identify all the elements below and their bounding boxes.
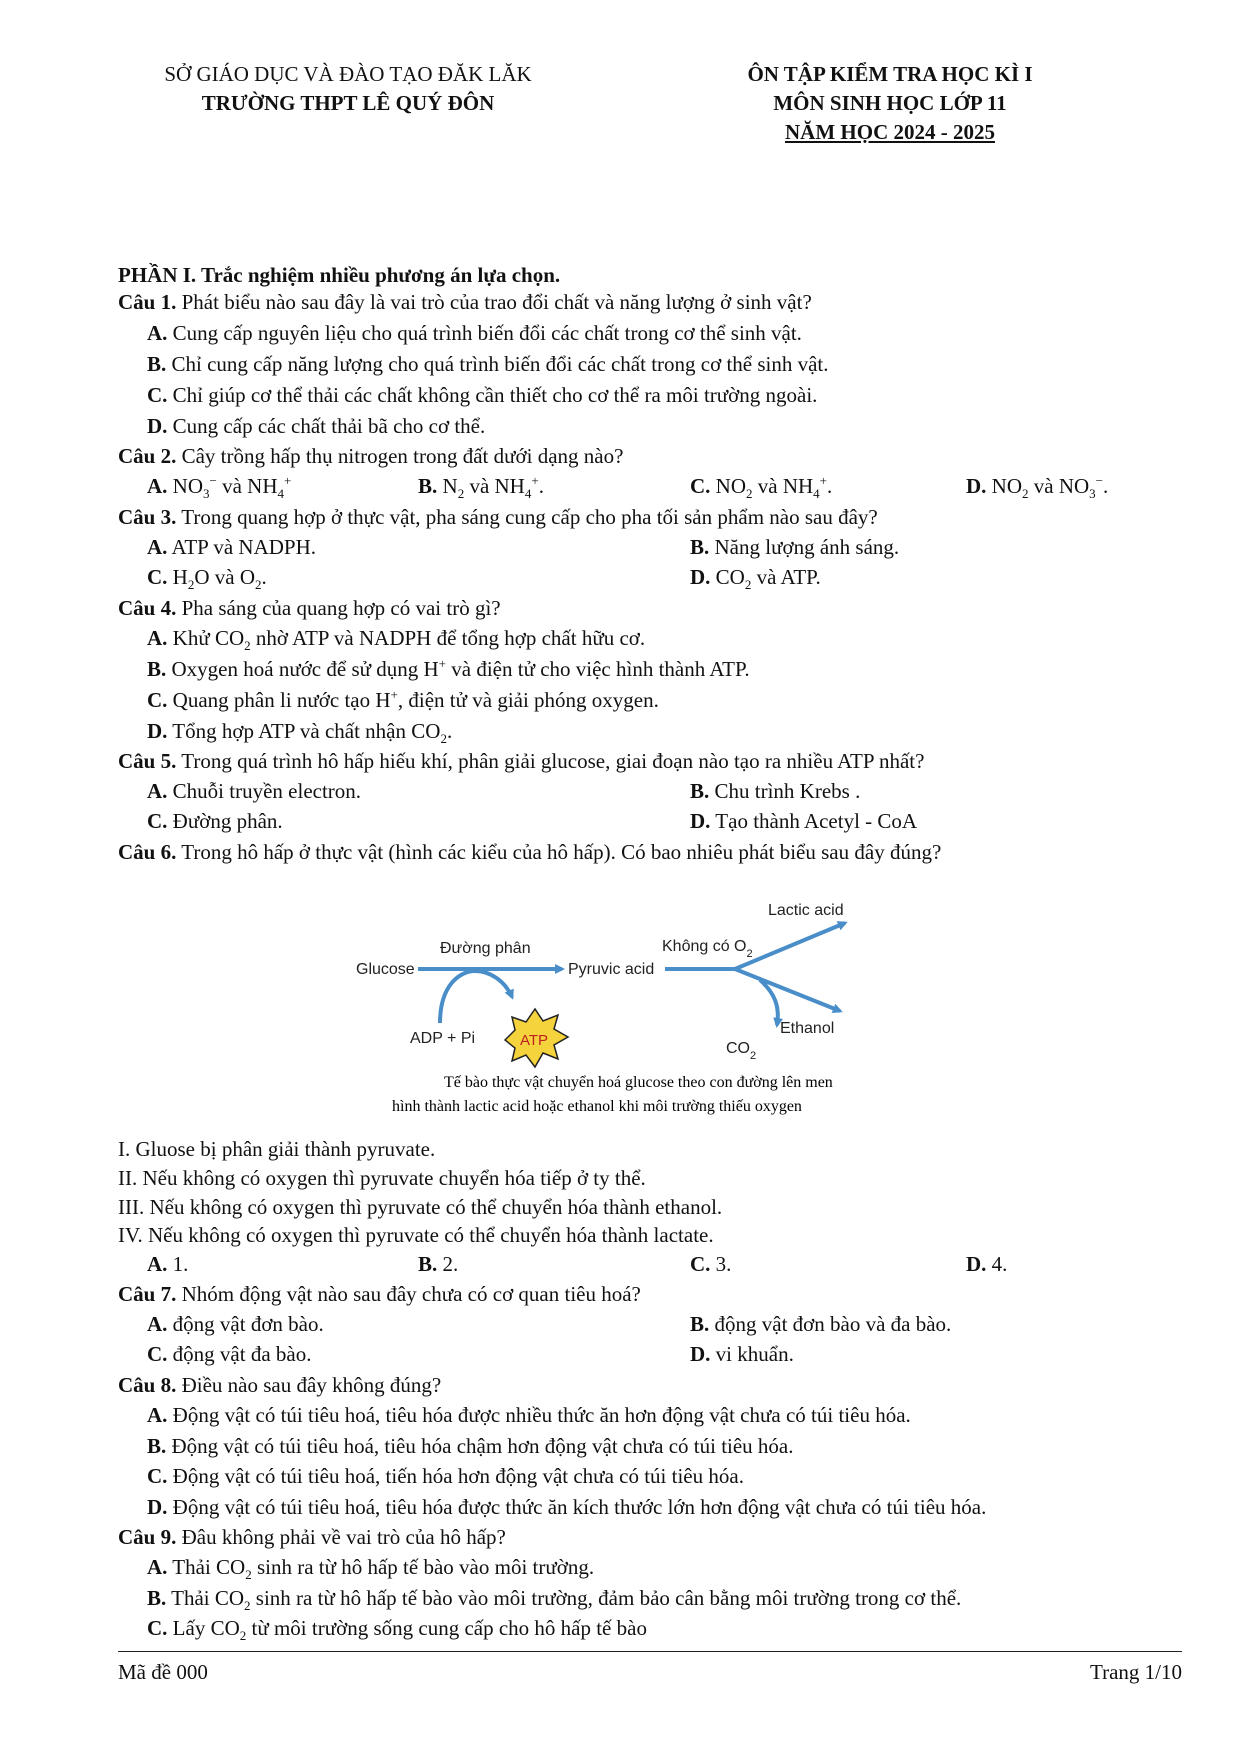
q6-option-c: C. 3.: [690, 1252, 732, 1276]
subject-title: MÔN SINH HỌC LỚP 11: [773, 91, 1007, 115]
fermentation-diagram: [340, 885, 940, 1125]
q2-option-d: D. $NO_2$ và $NO_3^-$.: [966, 473, 1109, 502]
q2-option-b: B. $N_2$ và $NH_4^+$.: [418, 473, 544, 502]
q8-option-b: B. Động vật có túi tiêu hoá, tiêu hóa chậm hơn động vật chưa có túi tiêu hóa.: [147, 1434, 794, 1458]
co2-label: $CO_2$: [726, 1040, 757, 1062]
q2-option-a: A. $NO_3^-$ và $NH_4^+$: [147, 473, 292, 502]
q4-option-d: D. Tổng hợp ATP và chất nhận $CO_2$.: [147, 719, 453, 747]
q1-option-c: C. Chỉ giúp cơ thể thải các chất không cần thiết cho cơ thể ra môi trường ngoài.: [147, 383, 818, 407]
q8-option-d: D. Động vật có túi tiêu hoá, tiêu hóa được thức ăn kích thước lớn hơn động vật chưa có túi tiêu hóa.: [147, 1495, 987, 1519]
q4-option-a: A. Khử $CO_2$ nhờ ATP và NADPH để tổng hợp chất hữu cơ.: [147, 626, 646, 654]
section-title: PHẦN I. Trắc nghiệm nhiều phương án lựa chọn.: [118, 263, 561, 287]
atp-label: ATP: [520, 1032, 549, 1049]
q6-statement-2: II. Nếu không có oxygen thì pyruvate chuyển hóa tiếp ở ty thể.: [118, 1166, 646, 1190]
q5-option-c: C. Đường phân.: [147, 809, 283, 833]
q7-option-c: C. động vật đa bào.: [147, 1342, 312, 1366]
question-2: Câu 2. Cây trồng hấp thụ nitrogen trong đất dưới dạng nào?: [118, 444, 624, 468]
pyruvic-label: Pyruvic acid: [568, 961, 655, 978]
question-7: Câu 7. Nhóm động vật nào sau đây chưa có cơ quan tiêu hoá?: [118, 1282, 641, 1306]
question-6: Câu 6. Trong hô hấp ở thực vật (hình các kiểu của hô hấp). Có bao nhiêu phát biểu sau đây đúng?: [118, 840, 942, 864]
q8-option-a: A. Động vật có túi tiêu hoá, tiêu hóa được nhiều thức ăn hơn động vật chưa có túi tiêu hóa.: [147, 1403, 911, 1427]
q7-option-a: A. động vật đơn bào.: [147, 1312, 324, 1336]
lactic-arrow: [735, 923, 845, 969]
footer-divider: [118, 1651, 1182, 1652]
q6-option-a: A. 1.: [147, 1252, 189, 1276]
exam-code: Mã đề 000: [118, 1660, 208, 1684]
q1-option-b: B. Chỉ cung cấp năng lượng cho quá trình biến đổi các chất trong cơ thể sinh vật.: [147, 352, 829, 376]
q1-option-d: D. Cung cấp các chất thải bã cho cơ thể.: [147, 414, 486, 438]
q9-option-a: A. Thải $CO_2$ sinh ra từ hô hấp tế bào vào môi trường.: [147, 1555, 595, 1583]
glucose-label: Glucose: [356, 961, 415, 978]
q7-option-b: B. động vật đơn bào và đa bào.: [690, 1312, 952, 1336]
question-1: [118, 290, 812, 314]
question-8: Câu 8. Điều nào sau đây không đúng?: [118, 1373, 442, 1397]
header-right: [660, 60, 1120, 147]
school-name: TRƯỜNG THPT LÊ QUÝ ĐÔN: [201, 91, 495, 115]
q5-option-d: D. Tạo thành Acetyl - CoA: [690, 809, 918, 833]
question-4: Câu 4. Pha sáng của quang hợp có vai trò gì?: [118, 596, 501, 620]
q6-option-b: B. 2.: [418, 1252, 459, 1276]
q2-option-c: C. $NO_2$ và $NH_4^+$.: [690, 473, 833, 502]
question-5: Câu 5. Trong quá trình hô hấp hiếu khí, phân giải glucose, giai đoạn nào tạo ra nhiều ATP nhất?: [118, 749, 925, 773]
glycolysis-label: Đường phân: [440, 940, 531, 957]
lactic-label: Lactic acid: [768, 902, 844, 919]
q3-option-c: C. $H_2O$ và $O_2$.: [147, 565, 267, 593]
q9-option-b: B. Thải $CO_2$ sinh ra từ hô hấp tế bào vào môi trường, đảm bảo cân bằng môi trường trong cơ thể.: [147, 1586, 962, 1614]
no-oxygen-label: Không có $O_2$: [662, 938, 753, 960]
page-number: Trang 1/10: [1090, 1660, 1182, 1684]
question-label: Câu 1.: [118, 290, 177, 314]
q6-statement-4: IV. Nếu không có oxygen thì pyruvate có thể chuyển hóa thành lactate.: [118, 1223, 714, 1247]
question-9: Câu 9. Đâu không phải về vai trò của hô hấp?: [118, 1525, 506, 1549]
q7-option-d: D. vi khuẩn.: [690, 1342, 794, 1366]
q5-option-a: A. Chuỗi truyền electron.: [147, 779, 362, 803]
exam-title: ÔN TẬP KIỂM TRA HỌC KÌ I: [747, 62, 1033, 86]
school-year: NĂM HỌC 2024 - 2025: [785, 120, 995, 144]
ethanol-label: Ethanol: [780, 1020, 835, 1037]
q3-option-b: B. Năng lượng ánh sáng.: [690, 535, 900, 559]
diagram-caption-1: Tế bào thực vật chuyển hoá glucose theo con đường lên men: [444, 1074, 833, 1091]
q3-option-d: D. $CO_2$ và ATP.: [690, 565, 821, 593]
q8-option-c: C. Động vật có túi tiêu hoá, tiến hóa hơn động vật chưa có túi tiêu hóa.: [147, 1464, 744, 1488]
q5-option-b: B. Chu trình Krebs .: [690, 779, 861, 803]
q6-option-d: D. 4.: [966, 1252, 1008, 1276]
ethanol-arrow: [735, 969, 840, 1011]
department-name: SỞ GIÁO DỤC VÀ ĐÀO TẠO ĐĂK LĂK: [164, 62, 532, 86]
q6-statement-1: I. Gluose bị phân giải thành pyruvate.: [118, 1137, 436, 1161]
header-left: [118, 60, 578, 118]
q6-statement-3: III. Nếu không có oxygen thì pyruvate có thể chuyển hóa thành ethanol.: [118, 1195, 723, 1219]
q9-option-c: C. Lấy $CO_2$ từ môi trường sống cung cấp cho hô hấp tế bào: [147, 1616, 647, 1644]
q1-option-a: A. Cung cấp nguyên liệu cho quá trình biến đổi các chất trong cơ thể sinh vật.: [147, 321, 802, 345]
q4-option-b: B. Oxygen hoá nước để sử dụng H+ và điện tử cho việc hình thành ATP.: [147, 656, 750, 681]
question-3: Câu 3. Trong quang hợp ở thực vật, pha sáng cung cấp cho pha tối sản phẩm nào sau đây?: [118, 505, 878, 529]
diagram-caption-2: hình thành lactic acid hoặc ethanol khi môi trường thiếu oxygen: [392, 1098, 802, 1115]
q4-option-c: C. Quang phân li nước tạo H+, điện tử và giải phóng oxygen.: [147, 687, 659, 712]
adp-label: ADP + Pi: [410, 1030, 476, 1047]
q3-option-a: A. ATP và NADPH.: [147, 535, 316, 559]
adp-arrow: [440, 971, 512, 1023]
question-text: Phát biểu nào sau đây là vai trò của trao đổi chất và năng lượng ở sinh vật?: [181, 290, 812, 314]
